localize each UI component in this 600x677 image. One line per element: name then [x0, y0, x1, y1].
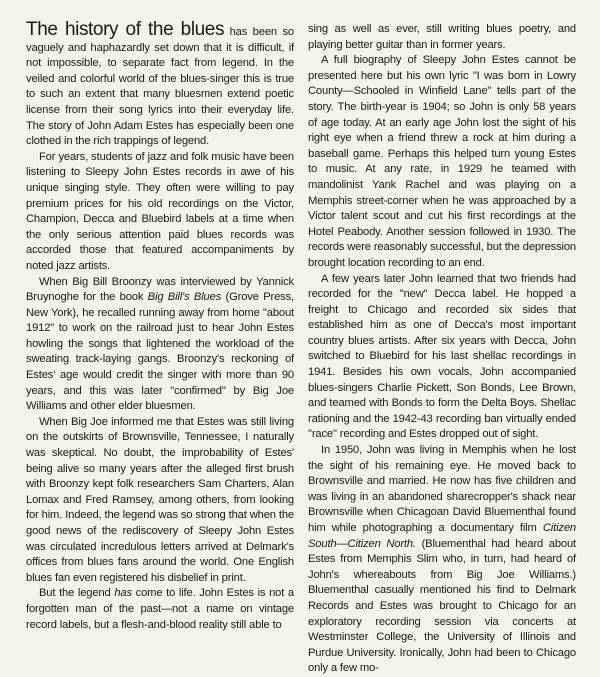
book-title: Big Bill's Blues	[147, 291, 222, 304]
paragraph-biography: A full biography of Sleepy John Estes cannot be presented here but his own lyric "I was born in Lowry County—Schooled in Winfield Lane" tells part of the story. The birth-year is 1904; so John is only 58 years of age today. At an early age John lost the sight of his right eye when a friend threw a rock at him during a baseball game. Perhaps this helped turn young Estes to music. At any rate, in 1929 he teamed with mandolinist Yank Rachel and was playing on a Memphis street-corner when he was approached by a Victor talent scout and cut his first recordings at the Hotel Peabody. Another session followed in 1930. The records were reasonably successful, but the depression brought location recording to an end.	[308, 54, 577, 269]
film-title: Citizen South—Citizen North.	[308, 522, 576, 550]
paragraph-intro	[26, 19, 294, 150]
emphasis-has: has	[114, 587, 132, 600]
paragraph-broonzy: When Big Bill Broonzy was interviewed by Yannick Bruynoghe for the book Big Bill's Blues (Grove Press, New York), he recalled running away from home "about 1912" to work on the railroad just to hear John Estes howling the songs that lightened the workload of the sweating track-laying gangs. Broonzy's reckoning of Estes' age would credit the singer with more than 90 years, and this was later "confirmed" by Big Joe Williams and other elder bluesmen.	[26, 275, 295, 413]
paragraph-continued: sing as well as ever, still writing blues poetry, and playing better guitar than in former years.	[308, 23, 576, 51]
paragraph-big-joe: When Big Joe informed me that Estes was still living on the outskirts of Brownsville, Tennessee, I naturally was skeptical. No doubt, the improbability of Estes' being alive so many years after the alleged first brush with Broonzy kept folk researchers Sam Charters, Alan Lomax and Fred Ramsey, among others, from looking for him. Indeed, the legend was so strong that when the good news of the rediscovery of Sleepy John Estes was circulated incredulous letters arrived at Delmark's offices from blues fans around the world. One English blues fan even registered his disbelief in print.	[26, 415, 294, 584]
intro-text: has been so vaguely and haphazardly set down that it is difficult, if not impossible, to separate fact from legend. In the veiled and colorful world of the blues-singer this is true to such an extent that many bluesmen extend poetic license from their song lyrics into their everyday life. The story of John Adam Estes has especially been one clothed in the rich trappings of legend.	[26, 26, 294, 148]
paragraph-legend: But the legend has come to life. John Estes is not a forgotten man of the past—not a name on vintage record labels, but a flesh-and-blood reality still able to	[26, 587, 294, 631]
paragraph-students: For years, students of jazz and folk music have been listening to Sleepy John Estes records in awe of his unique singing style. They often were willing to pay premium prices for his old recordings on the Victor, Champion, Decca and Bluebird labels at a time when the only serious attention paid blues records was accorded those that featured accompaniments by noted jazz artists.	[26, 150, 294, 272]
lead-heading: The history of the blues	[26, 19, 225, 40]
right-column	[308, 22, 576, 677]
left-column	[26, 19, 295, 633]
paragraph-decca: A few years later John learned that two friends had recorded for the "new" Decca label. He hopped a freight to Chicago and recorded six sides that established him as one of Decca's most important country blues artists. After six years with Decca, John switched to Bluebird for his last shellac recordings in 1941. Besides his own vocals, John accompanied blues-singers Charlie Pickett, Son Bonds, Lee Brown, and teamed with Bonds to form the Delta Boys. Shellac rationing and the 1942-43 recording ban virtually ended "race" recording and Estes dropped out of sight.	[308, 272, 576, 441]
paragraph-1950: In 1950, John was living in Memphis when he lost the sight of his remaining eye. He moved back to Brownsville and married. He now has five children and was living in an abandoned sharecropper's shack near Brownsville when Chicagoan David Bluementhal found him while photographing a documentary film Citizen South—Citizen North. (Bluementhal had heard about Estes from Memphis Slim who, in turn, had heard of John's whereabouts from Big Joe Williams.) Bluementhal casually mentioned his find to Delmark Records and Estes was brought to Chicago for an exploratory recording session via concerts at Westminster College, the University of Illinois and Purdue University. Ironically, John had been to Chicago only a few mo-	[308, 444, 576, 675]
